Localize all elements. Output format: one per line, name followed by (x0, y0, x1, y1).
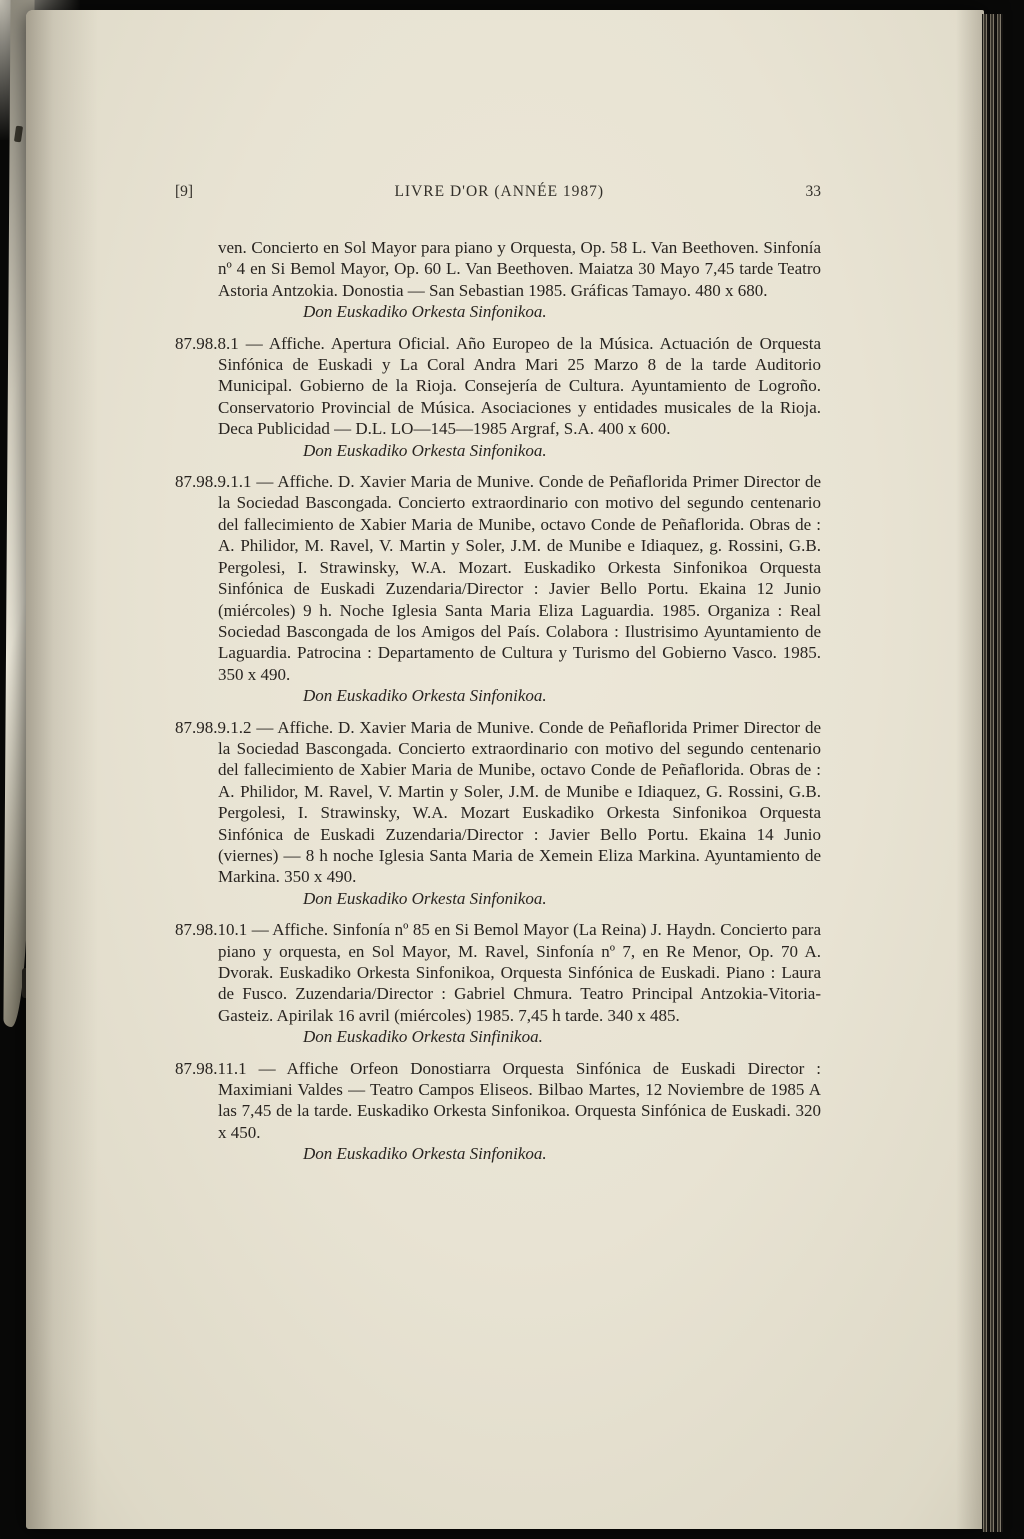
entry-body: Affiche. D. Xavier Maria de Munive. Conde de Peñaflorida Primer Director de la Sociedad Bascongada. Concierto extraordinario con motivo del segundo centenario del fallecimiento de Xabier Maria de Munibe, octavo Conde de Peñaflorida. Obras de : A. Philidor, M. Ravel, V. Martin y Soler, J.M. de Munibe e Idiaquez, G. Rossini, G.B. Pergolesi, I. Strawinsky, W.A. Mozart Euskadiko Orkesta Sinfonikoa Orquesta Sinfónica de Euskadi Zuzendaria/Director : Javier Bello Portu. Ekaina 14 Junio (viernes) — 8 h noche Iglesia Santa Maria de Xemein Eliza Markina. Ayuntamiento de Markina. 350 x 490. (218, 717, 822, 887)
entry-body: Affiche. D. Xavier Maria de Munive. Conde de Peñaflorida Primer Director de la Sociedad Bascongada. Concierto extraordinario con motivo del segundo centenario del fallecimiento de Xabier Maria de Munibe, octavo Conde de Peñaflorida. Obras de : A. Philidor, M. Ravel, V. Martin y Soler, J.M. de Munibe e Idiaquez, g. Rossini, G.B. Pergolesi, I. Strawinsky, W.A. Mozart. Euskadiko Orkesta Sinfonikoa Orquesta Sinfónica de Euskadi Zuzendaria/Director : Javier Bello Portu. Ekaina 12 Junio (miércoles) 9 h. Noche Iglesia Santa Maria Eliza Laguardia. 1985. Organiza : Real Sociedad Bascongada de los Amigos del País. Colabora : Ilustrisimo Ayuntamiento de Laguardia. Patrocina : Departamento de Cultura y Turismo del Gobierno Vasco. 1985. 350 x 490. (218, 472, 822, 684)
catalog-entry (175, 717, 821, 910)
entry-attribution: Don Euskadiko Orkesta Sinfinikoa. (303, 1027, 543, 1047)
catalog-entry (175, 333, 821, 461)
entry-attribution: Don Euskadiko Orkesta Sinfonikoa. (303, 1144, 547, 1164)
entry-number: 87.98.11.1 — (175, 1058, 287, 1078)
entry-text (175, 717, 821, 888)
entry-number: 87.98.9.1.2 — (175, 717, 278, 737)
entry-attribution: Don Euskadiko Orkesta Sinfonikoa. (303, 686, 547, 706)
entry-text (175, 333, 821, 440)
entry-text (175, 919, 821, 1026)
catalog-entry (175, 1058, 821, 1165)
page-title: LIVRE D'OR (ANNÉE 1987) (394, 183, 605, 200)
entry-number: 87.98.9.1.1 — (175, 472, 278, 492)
entry-body: Affiche. Apertura Oficial. Año Europeo de la Música. Actuación de Orquesta Sinfónica de Euskadi y La Coral Andra Mari 25 Marzo 8 de la tarde Auditorio Municipal. Gobierno de la Rioja. Consejería de Cultura. Ayuntamiento de Logroño. Conservatorio Provincial de Música. Asociaciones y entidades musicales de la Rioja. Deca Publicidad — D.L. LO—145—1985 Argraf, S.A. 400 x 600. (218, 333, 822, 439)
entry-attribution: Don Euskadiko Orkesta Sinfonikoa. (303, 302, 547, 322)
page-number: 33 (805, 183, 821, 200)
entry-number: 87.98.10.1 — (175, 920, 273, 940)
page-content (175, 10, 821, 1165)
catalog-entries (175, 237, 821, 1165)
entry-attribution: Don Euskadiko Orkesta Sinfonikoa. (303, 888, 547, 908)
page-stack-edge (982, 14, 1003, 1532)
running-header (175, 182, 821, 202)
entry-body: Affiche. Sinfonía nº 85 en Si Bemol Mayor (La Reina) J. Haydn. Concierto para piano y orquesta, en Sol Mayor, M. Ravel, Sinfonía nº 7, en Re Menor, Op. 70 A. Dvorak. Euskadiko Orkesta Sinfonikoa, Orquesta Sinfónica de Euskadi. Piano : Laura de Fusco. Zuzendaria/Director : Gabriel Chmura. Teatro Principal Antzokia-Vitoria-Gasteiz. Apirilak 16 avril (miércoles) 1985. 7,45 h tarde. 340 x 485. (218, 920, 822, 1025)
entry-body: Affiche Orfeon Donostiarra Orquesta Sinfónica de Euskadi Director : Maximiani Valdes — Teatro Campos Eliseos. Bilbao Martes, 12 Noviembre de 1985 A las 7,45 de la tarde. Euskadiko Orkesta Sinfonikoa. Orquesta Sinfónica de Euskadi. 320 x 450. (218, 1058, 821, 1142)
entry-attribution: Don Euskadiko Orkesta Sinfonikoa. (303, 440, 547, 460)
catalog-entry (175, 471, 821, 706)
entry-text (175, 1058, 821, 1144)
entry-body: ven. Concierto en Sol Mayor para piano y Orquesta, Op. 58 L. Van Beethoven. Sinfonía nº 4 en Si Bemol Mayor, Op. 60 L. Van Beethoven. Maiatza 30 Mayo 7,45 tarde Teatro Astoria Antzokia. Donostia — San Sebastian 1985. Gráficas Tamayo. 480 x 680. (218, 238, 821, 300)
book-page (26, 10, 984, 1529)
catalog-entry (175, 919, 821, 1047)
entry-text (175, 471, 821, 685)
section-marker: [9] (175, 183, 194, 200)
entry-number: 87.98.8.1 — (175, 333, 269, 353)
entry-text (175, 237, 821, 301)
catalog-entry (175, 237, 821, 323)
